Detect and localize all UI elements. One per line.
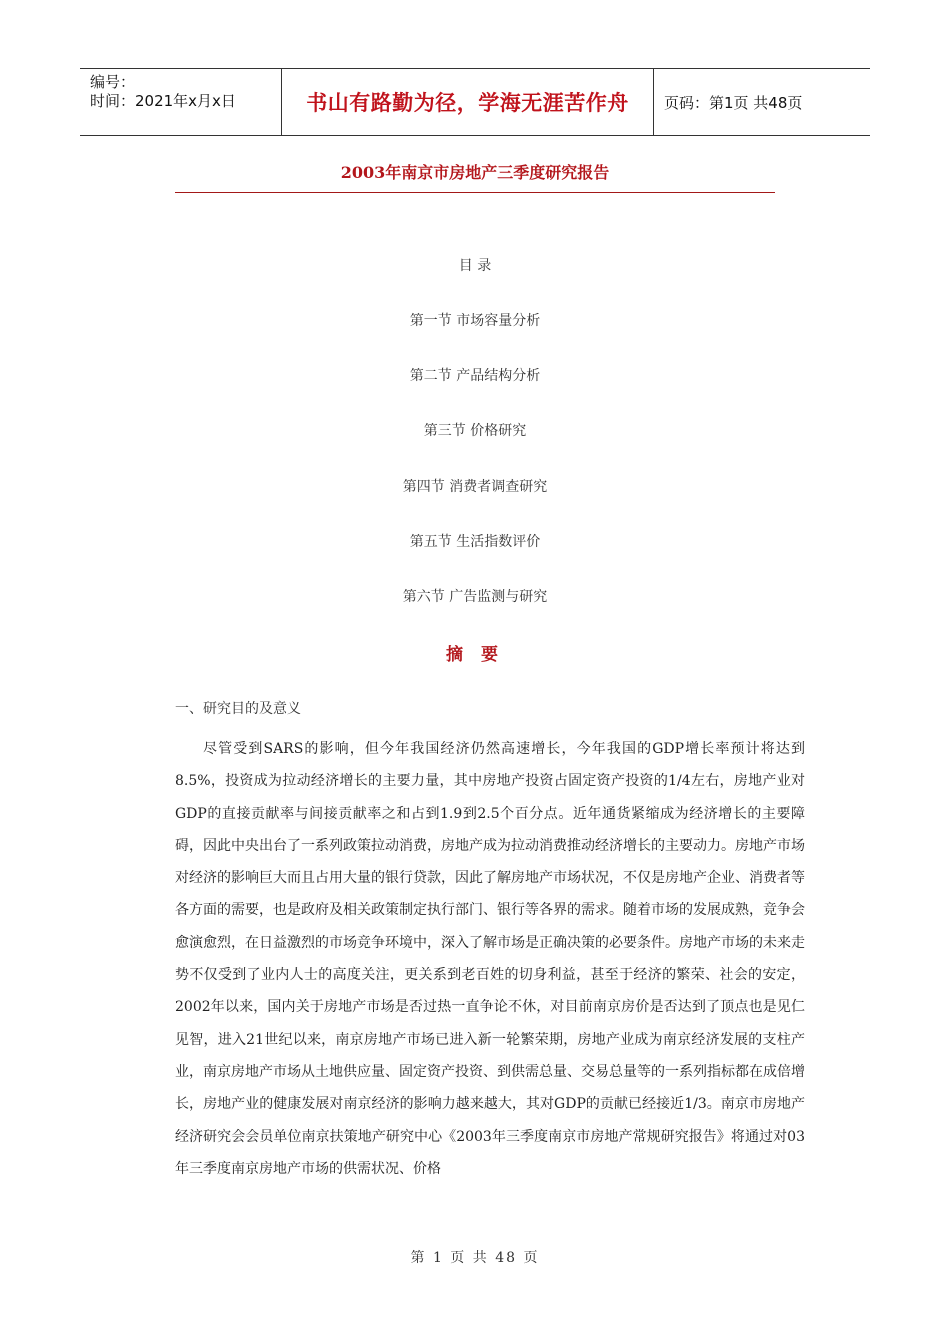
body-paragraph: 尽管受到SARS的影响，但今年我国经济仍然高速增长，今年我国的GDP增长率预计将达到8.5%，投资成为拉动经济增长的主要力量，其中房地产投资占固定资产投资的1/4左右，房地产业对GDP的直接贡献率与间接贡献率之和占到1.9到2.5个百分点。近年通货紧缩成为经济增长的主要障碍，因此中央出台了一系列政策拉动消费，房地产成为拉动消费推动经济增长的主要动力。房地产市场对经济的影响巨大而且占用大量的银行贷款，因此了解房地产市场状况，不仅是房地产企业、消费者等各方面的需要，也是政府及相关政策制定执行部门、银行等各界的需求。随着市场的发展成熟，竞争会愈演愈烈，在日益激烈的市场竞争环境中，深入了解市场是正确决策的必要条件。房地产市场的未来走势不仅受到了业内人士的高度关注，更关系到老百姓的切身利益，甚至于经济的繁荣、社会的安定，2002年以来，国内关于房地产市场是否过热一直争论不休，对目前南京房价是否达到了顶点也是见仁见智，进入21世纪以来，南京房地产市场已进入新一轮繁荣期，房地产业成为南京经济发展的支柱产业，南京房地产市场从土地供应量、固定资产投资、到供需总量、交易总量等的一系列指标都在成倍增长，房地产业的健康发展对南京经济的影响力越来越大，其对GDP的贡献已经接近1/3。南京市房地产经济研究会会员单位南京扶策地产研究中心《2003年三季度南京市房地产常规研究报告》将通过对03年三季度南京房地产市场的供需状况、价格: [175, 741, 805, 1177]
header-motto-cell: [281, 69, 654, 135]
body-text: [175, 733, 805, 1185]
toc-item: 第二节 产品结构分析: [409, 368, 541, 384]
toc-item: 第六节 广告监测与研究: [402, 589, 548, 605]
header-page-code: 页码：第1页 共48页: [664, 93, 803, 112]
toc-heading: 目 录: [458, 258, 492, 274]
toc-item: 第五节 生活指数评价: [409, 534, 541, 550]
toc-item: 第四节 消费者调查研究: [402, 479, 548, 495]
header-motto: 书山有路勤为径，学海无涯苦作舟: [306, 91, 629, 115]
header-table: [80, 68, 870, 136]
page-footer: 第 1 页 共 48 页: [410, 1250, 540, 1266]
header-meta: [80, 69, 281, 135]
toc-item: 第一节 市场容量分析: [409, 313, 541, 329]
abstract-heading: 摘 要: [446, 645, 504, 665]
title-divider: [175, 192, 775, 193]
document-time-label: 时间：2021年x月x日: [90, 92, 236, 110]
document-title: 2003年南京市房地产三季度研究报告: [340, 163, 610, 182]
section-heading: 一、研究目的及意义: [175, 701, 301, 717]
document-number-label: 编号：: [90, 73, 136, 91]
toc-item: 第三节 价格研究: [423, 423, 527, 439]
